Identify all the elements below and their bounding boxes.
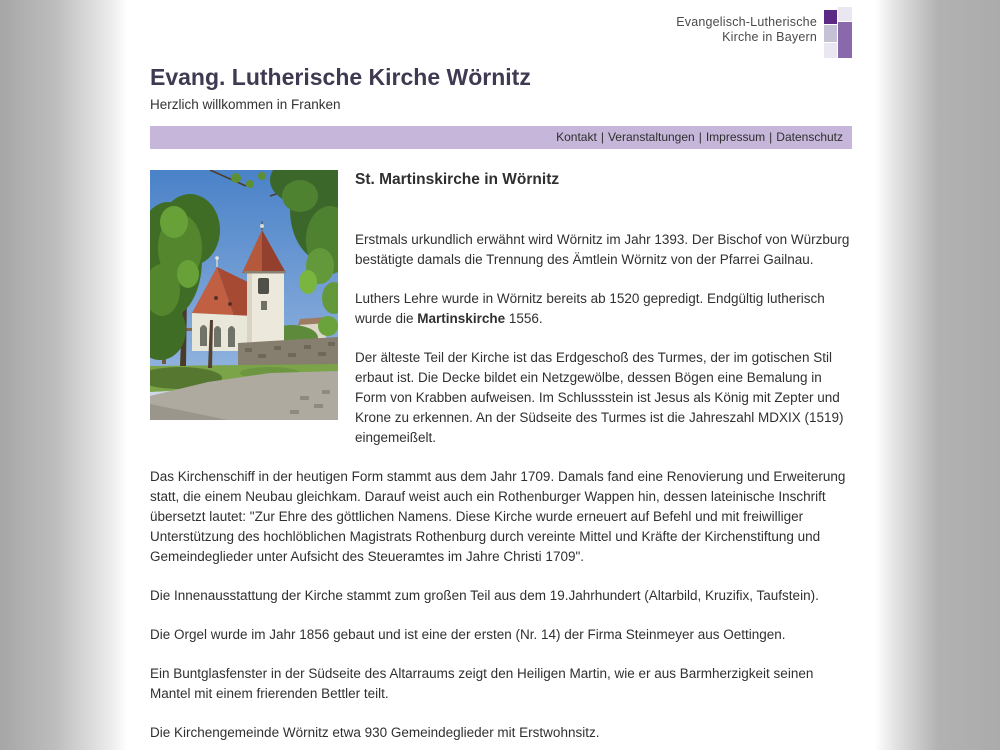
nav-link-impressum[interactable]: Impressum bbox=[705, 130, 766, 144]
cross-square-pale-left bbox=[824, 43, 837, 58]
article bbox=[150, 170, 852, 743]
church-photo bbox=[150, 170, 338, 420]
site-title: Evang. Lutherische Kirche Wörnitz bbox=[150, 64, 531, 90]
cross-square-pale-right bbox=[838, 7, 852, 21]
nav-separator: | bbox=[600, 130, 604, 144]
logo-text bbox=[676, 15, 817, 45]
paragraph-1: Erstmals urkundlich erwähnt wird Wörnitz im Jahr 1393. Der Bischof von Würzburg bestätigte damals die Trennung des Ämtlein Wörnitz von der Pfarrei Gailnau. bbox=[355, 232, 850, 267]
paragraph-5: Die Innenausstattung der Kirche stammt zum großen Teil aus dem 19.Jahrhundert (Altarbild, Kruzifix, Taufstein). bbox=[150, 588, 819, 603]
paragraph-3: Der älteste Teil der Kirche ist das Erdgeschoß des Turmes, der im gotischen Stil erbaut ist. Die Decke bildet ein Netzgewölbe, dessen Bögen eine Bemalung in Form von Krabben aufweisen. Im Schlussstein ist Jesus als König mit Zepter und Krone zu erkennen. An der Südseite des Turmes ist die Jahreszahl MDXIX (1519) eingemeißelt. bbox=[355, 350, 844, 445]
logo-text-line2: Kirche in Bayern bbox=[722, 30, 817, 44]
cross-square-dark bbox=[824, 10, 837, 24]
article-heading: St. Martinskirche in Wörnitz bbox=[355, 171, 560, 188]
paragraph-4: Das Kirchenschiff in der heutigen Form stammt aus dem Jahr 1709. Damals fand eine Renovierung und Erweiterung statt, die einem Neubau gleichkam. Darauf weist auch ein Rothenburger Wappen hin, dessen lateinische Inschrift übersetzt lautet: "Zur Ehre des göttlichen Namens. Diese Kirche wurde erneuert auf Befehl und mit freiwilliger Unterstützung des hochlöblichen Magistrats Rothenburg durch vereinte Mittel und Kräfte der Kirchenstiftung und Gemeindeglieder unter Aufsicht des Steueramtes im Jahre Christi 1709". bbox=[150, 469, 846, 564]
elkb-cross-icon bbox=[824, 7, 852, 58]
cross-bar-purple bbox=[838, 22, 852, 58]
elkb-logo bbox=[676, 7, 852, 58]
nav-separator: | bbox=[698, 130, 702, 144]
paragraph-2-bold: Martinskirche bbox=[417, 311, 506, 326]
paragraph-2-post: 1556. bbox=[505, 311, 543, 326]
nav-link-datenschutz[interactable]: Datenschutz bbox=[776, 130, 843, 144]
site-subtitle: Herzlich willkommen in Franken bbox=[150, 97, 341, 112]
cross-square-gray bbox=[824, 25, 837, 42]
nav-separator: | bbox=[769, 130, 773, 144]
nav-link-veranstaltungen[interactable]: Veranstaltungen bbox=[607, 130, 695, 144]
paragraph-8: Die Kirchengemeinde Wörnitz etwa 930 Gemeindeglieder mit Erstwohnsitz. bbox=[150, 725, 600, 740]
logo-text-line1: Evangelisch-Lutherische bbox=[676, 15, 817, 29]
content-card bbox=[127, 0, 875, 750]
paragraph-7: Ein Buntglasfenster in der Südseite des Altarraums zeigt den Heiligen Martin, wie er aus Barmherzigkeit seinen Mantel mit einem frierenden Bettler teilt. bbox=[150, 666, 814, 701]
nav-link-kontakt[interactable]: Kontakt bbox=[556, 130, 597, 144]
top-nav bbox=[150, 126, 852, 149]
paragraph-6: Die Orgel wurde im Jahr 1856 gebaut und ist eine der ersten (Nr. 14) der Firma Steinmeyer aus Oettingen. bbox=[150, 627, 786, 642]
paragraph-2-pre: Luthers Lehre wurde in Wörnitz bereits ab 1520 gepredigt. Endgültig lutherisch wurde die bbox=[355, 291, 825, 326]
